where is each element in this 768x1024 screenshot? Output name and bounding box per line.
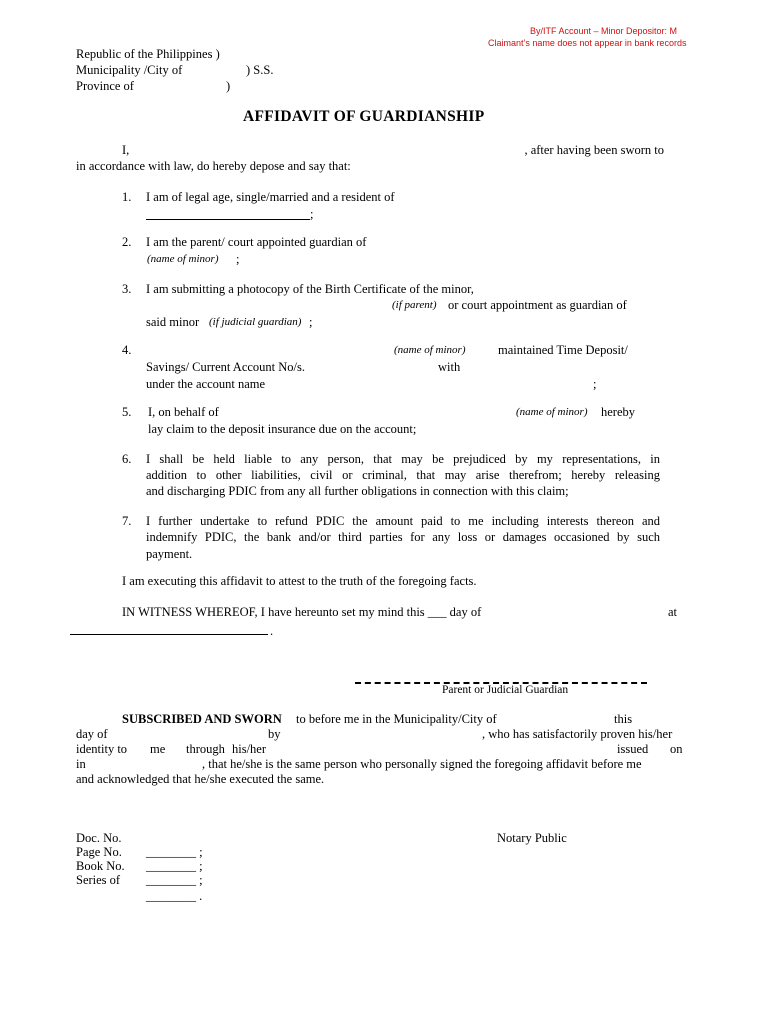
item-3-suffix: ; bbox=[309, 315, 313, 329]
subscribed-issued: issued bbox=[617, 742, 649, 756]
item-4-italic: (name of minor) bbox=[394, 344, 466, 356]
item-6-line2: addition to other liabilities, civil or criminal, that may arise therefrom; hereby releasing bbox=[146, 468, 660, 482]
venue-municipality: Municipality /City of bbox=[76, 63, 183, 77]
subscribed-day-of: day of bbox=[76, 727, 108, 741]
item-3-line2-rest: or court appointment as guardian of bbox=[448, 298, 627, 312]
item-7-line3: payment. bbox=[146, 547, 193, 561]
item-6-number: 6. bbox=[122, 452, 132, 466]
subscribed-in: in bbox=[76, 757, 86, 771]
item-2-line1: I am the parent/ court appointed guardian of bbox=[146, 235, 367, 249]
notary-book-no: Book No. bbox=[76, 859, 125, 873]
signature-label: Parent or Judicial Guardian bbox=[442, 684, 569, 696]
item-1-number: 1. bbox=[122, 190, 132, 204]
item-4-with: with bbox=[438, 360, 461, 374]
item-4-line1-rest: maintained Time Deposit/ bbox=[498, 343, 628, 357]
item-5-italic: (name of minor) bbox=[516, 406, 588, 418]
item-2-italic: (name of minor) bbox=[147, 253, 219, 265]
notary-blank-4: ________ . bbox=[146, 889, 203, 903]
notary-blank-3: ________ ; bbox=[146, 873, 203, 887]
venue-republic: Republic of the Philippines ) bbox=[76, 47, 220, 61]
witness-text: IN WITNESS WHEREOF, I have hereunto set my mind this ___ day of bbox=[122, 605, 482, 619]
subscribed-bold: SUBSCRIBED AND SWORN bbox=[122, 712, 282, 726]
item-1-blank bbox=[146, 219, 310, 220]
subscribed-line4: and acknowledged that he/she executed the same. bbox=[76, 772, 325, 786]
header-note-line1: By/ITF Account – Minor Depositor: M bbox=[530, 26, 678, 36]
venue-province: Province of bbox=[76, 79, 134, 93]
intro-after: , after having been sworn to bbox=[524, 143, 664, 157]
subscribed-rest: to before me in the Municipality/City of bbox=[296, 712, 497, 726]
venue-municipality-close: ) S.S. bbox=[246, 63, 274, 77]
item-5-number: 5. bbox=[122, 405, 132, 419]
item-2-number: 2. bbox=[122, 235, 132, 249]
item-7-line1: I further undertake to refund PDIC the amount paid to me including interests thereon and bbox=[146, 514, 660, 528]
item-4-line2: Savings/ Current Account No/s. bbox=[146, 360, 306, 374]
notary-blank-1: ________ ; bbox=[146, 845, 203, 859]
item-3-number: 3. bbox=[122, 282, 132, 296]
intro-line2: in accordance with law, do hereby depose and say that: bbox=[76, 159, 351, 173]
item-5-line1: I, on behalf of bbox=[148, 405, 219, 419]
notary-blank-2: ________ ; bbox=[146, 859, 203, 873]
subscribed-this: this bbox=[614, 712, 633, 726]
executing-statement: I am executing this affidavit to attest to the truth of the foregoing facts. bbox=[122, 574, 477, 588]
venue-province-close: ) bbox=[226, 79, 231, 93]
item-3-line1: I am submitting a photocopy of the Birth Certificate of the minor, bbox=[146, 282, 474, 296]
notary-public-label: Notary Public bbox=[497, 831, 567, 845]
item-6-line1: I shall be held liable to any person, that may be prejudiced by my representations, in bbox=[146, 452, 660, 466]
subscribed-that: , that he/she is the same person who personally signed the foregoing affidavit before me bbox=[202, 757, 642, 771]
item-7-number: 7. bbox=[122, 514, 132, 528]
witness-end: . bbox=[270, 624, 274, 638]
subscribed-proven: , who has satisfactorily proven his/her bbox=[482, 727, 673, 741]
subscribed-hisher: his/her bbox=[232, 742, 267, 756]
notary-page-no: Page No. bbox=[76, 845, 122, 859]
header-note-line2: Claimant’s name does not appear in bank records bbox=[488, 38, 687, 48]
item-1-suffix: ; bbox=[310, 207, 314, 221]
item-4-line3: under the account name bbox=[146, 377, 266, 391]
subscribed-identity-to: identity to bbox=[76, 742, 128, 756]
item-4-suffix: ; bbox=[593, 377, 597, 391]
item-3-line3: said minor bbox=[146, 315, 200, 329]
item-2-suffix: ; bbox=[236, 252, 240, 266]
subscribed-by: by bbox=[268, 727, 281, 741]
notary-series-of: Series of bbox=[76, 873, 121, 887]
item-4-number: 4. bbox=[122, 343, 132, 357]
witness-at: at bbox=[668, 605, 678, 619]
item-5-line1-rest: hereby bbox=[601, 405, 636, 419]
subscribed-me: me bbox=[150, 742, 166, 756]
witness-place-blank bbox=[70, 634, 268, 635]
item-7-line2: indemnify PDIC, the bank and/or third parties for any loss or damages occasioned by such bbox=[146, 530, 660, 544]
notary-doc-no: Doc. No. bbox=[76, 831, 122, 845]
item-1-line1: I am of legal age, single/married and a resident of bbox=[146, 190, 395, 204]
subscribed-through: through bbox=[186, 742, 225, 756]
subscribed-on: on bbox=[670, 742, 683, 756]
item-3-italic-guardian: (if judicial guardian) bbox=[209, 316, 302, 328]
intro-i: I, bbox=[122, 143, 130, 157]
item-6-line3: and discharging PDIC from any all further obligations in connection with this claim; bbox=[146, 484, 569, 498]
document-title: AFFIDAVIT OF GUARDIANSHIP bbox=[243, 108, 485, 125]
item-3-italic-parent: (if parent) bbox=[392, 299, 437, 311]
item-5-line2: lay claim to the deposit insurance due on the account; bbox=[148, 422, 417, 436]
